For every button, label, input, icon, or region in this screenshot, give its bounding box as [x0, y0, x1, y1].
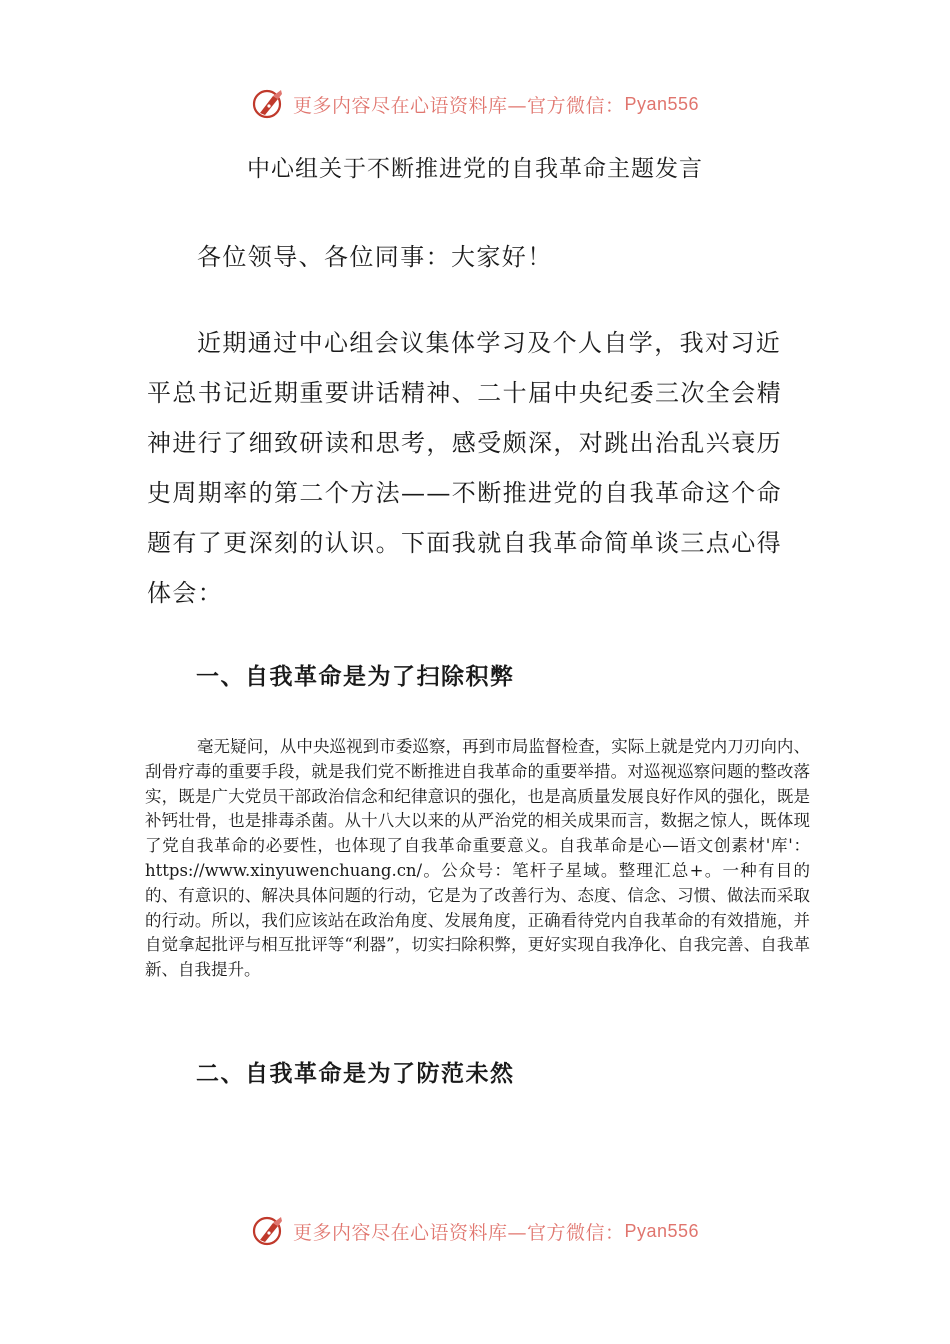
section-1-body: 毫无疑问，从中央巡视到市委巡察，再到市局监督检查，实际上就是党内刀刃向内、刮骨疗毒的重要手段，就是我们党不断推进自我革命的重要举措。对巡视巡察问题的整改落实，既是广大党员干部政治信念和纪律意识的强化，也是高质量发展良好作风的强化，既是补钙壮骨，也是排毒杀菌。从十八大以来的从严治党的相关成果而言，数据之惊人，既体现了党自我革命的必要性，也体现了自我革命重要意义。自我革命是心—语文创素材'库'：https://www.xinyuwenchuang.cn/。公众号：笔杆子星域。整理汇总+。一种有目的的、有意识的、解决具体问题的行动，它是为了改善行为、态度、信念、习惯、做法而采取的行动。所以，我们应该站在政治角度、发展角度，正确看待党内自我革命的有效措施，并自觉拿起批评与相互批评等“利器”，切实扫除积弊，更好实现自我净化、自我完善、自我革新、自我提升。 [145, 737, 810, 980]
watermark-wechat-id: Pyan556 [624, 1220, 700, 1241]
watermark-text: 更多内容尽在心语资料库—官方微信： [292, 1221, 625, 1244]
document-title: 中心组关于不断推进党的自我革命主题发言 [247, 156, 703, 182]
section-1-heading: 一、自我革命是为了扫除积弊 [196, 664, 515, 690]
pen-nib-circle-logo-icon [251, 1213, 287, 1249]
section-2-heading: 二、自我革命是为了防范未然 [196, 1061, 515, 1087]
greeting-paragraph: 各位领导、各位同事：大家好！ [197, 243, 553, 271]
watermark-text: 更多内容尽在心语资料库—官方微信： [292, 94, 625, 117]
footer-watermark [0, 1211, 950, 1251]
watermark-wechat-id: Pyan556 [624, 93, 700, 114]
intro-paragraph: 近期通过中心组会议集体学习及个人自学，我对习近平总书记近期重要讲话精神、二十届中央纪委三次全会精神进行了细致研读和思考，感受颇深，对跳出治乱兴衰历史周期率的第二个方法——不断推进党的自我革命这个命题有了更深刻的认识。下面我就自我革命简单谈三点心得体会： [147, 329, 782, 607]
pen-nib-circle-logo-icon [251, 86, 287, 122]
header-watermark [0, 84, 950, 124]
